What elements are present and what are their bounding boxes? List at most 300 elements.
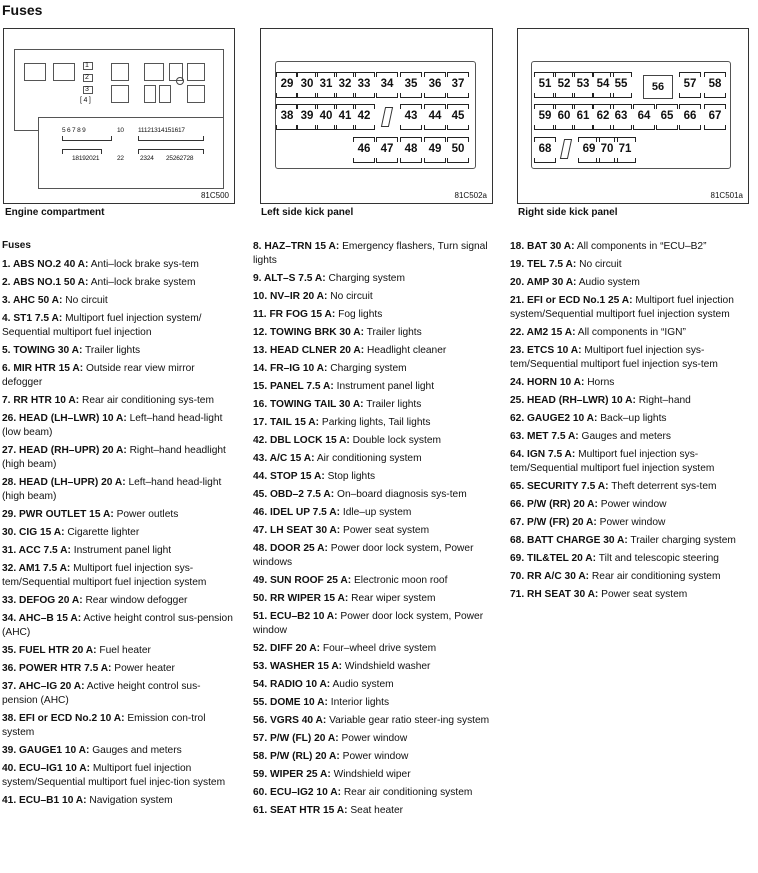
fuse-clip [400,137,422,142]
fuse-entry-description: Parking lights, Tail lights [321,417,431,428]
fuse-entry-description: Trailer lights [366,327,422,338]
fuse-entry-number: 17. [253,417,270,428]
fuse-number-29: 29 [280,78,294,90]
fuse-entry-number: 6. [2,363,14,374]
fuse-number-32: 32 [338,78,352,90]
fuse-entry [253,542,493,570]
fuse-row-23-24: 2324 [140,155,154,162]
fuse-clip [447,72,469,77]
fuse-entry-description: Instrument panel light [73,545,172,556]
fuse-entry-number: 64. [510,449,527,460]
fuse-entry-number: 31. [2,545,19,556]
fuse-entry [2,794,236,808]
fuse-entry [510,326,750,340]
fuse-entry-number: 40. [2,763,19,774]
fuse-entry-name: ECU–B2 10 A: [270,611,338,622]
fuse-entry-description: Headlight cleaner [367,345,447,356]
fuse-entry-description: Power seat system [343,525,430,536]
fuse-entry [510,294,750,322]
fuse-label-3: 3 [85,86,89,93]
fuse-entry [510,480,750,494]
fuse-clip-row [138,149,204,154]
fuse-entry-name: BAT 30 A: [527,241,575,252]
fuse-entry [253,380,493,394]
fuse-entry-name: HEAD CLNER 20 A: [270,345,365,356]
fuse-entry-description: Audio system [332,679,394,690]
fuse-number-52: 52 [557,78,571,90]
relay-box [111,85,129,103]
fuse-entry-name: ECU–IG2 10 A: [270,787,341,798]
fuse-entry-number: 71. [510,589,527,600]
fuse-number-63: 63 [614,110,628,122]
fuse-entry [2,712,236,740]
fuse-label-2: 2 [85,74,89,81]
fuse-entry [510,258,750,272]
fuse-entry-number: 12. [253,327,270,338]
fuse-entry-name: POWER HTR 7.5 A: [19,663,112,674]
fuse-entry-description: Power window [342,751,409,762]
fuse-entry [2,476,236,504]
fuse-entry [253,488,493,502]
fuse-entry-number: 53. [253,661,270,672]
fuse-entry-name: SEAT HTR 15 A: [270,805,348,816]
fuse-entry-number: 54. [253,679,270,690]
fuse-clip-row [62,136,112,141]
fuse-entry [253,416,493,430]
fuse-list-column-2 [253,240,493,822]
fuse-entry-number: 9. [253,273,264,284]
bolt-icon [176,77,184,85]
fuse-clip [400,104,422,109]
fuse-clip-row [138,136,204,141]
fuse-entry-name: IDEL UP 7.5 A: [270,507,341,518]
fuse-entry-number: 67. [510,517,527,528]
fuse-entry [2,544,236,558]
fuse-entry [2,294,236,308]
fuse-entry-name: AM1 7.5 A: [18,563,71,574]
fuse-entry-name: OBD–2 7.5 A: [270,489,335,500]
fuse-entry-name: ABS NO.1 50 A: [12,277,89,288]
fuse-entry [2,680,236,708]
relay-box [24,63,46,81]
fuse-clip [376,137,398,142]
relay-box [187,85,205,103]
fuse-entry-description: Fog lights [338,309,383,320]
fuse-entry-description: Four–wheel drive system [322,643,437,654]
fuse-entry-number: 44. [253,471,270,482]
relay-box [144,85,156,103]
fuses-heading: Fuses [2,240,31,251]
fuse-entry-name: HEAD (LH–LWR) 10 A: [19,413,127,424]
fuse-clip [353,93,375,98]
fuse-clip [679,93,701,98]
fuse-entry [253,768,493,782]
fuse-clip [534,158,556,163]
fuse-clip [376,158,398,163]
fuse-entry-number: 65. [510,481,527,492]
fuse-clip [276,72,298,77]
fuse-entry-name: TAIL 15 A: [270,417,320,428]
fuse-entry-name: ACC 7.5 A: [18,545,71,556]
fuse-entry-description: Multiport fuel injection sys-tem/Sequential multiport fuel injection system [510,449,715,474]
fuse-clip [679,125,701,130]
fuse-entry-name: RADIO 10 A: [270,679,331,690]
fuse-entry [2,258,236,272]
fuse-entry-description: Anti–lock brake system [90,277,196,288]
fuse-entry-description: Back–up lights [600,413,667,424]
fuse-number-43: 43 [404,110,418,122]
fuse-number-48: 48 [404,143,418,155]
fuse-entry-number: 41. [2,795,19,806]
fuse-clip [656,104,678,109]
fuse-number-40: 40 [319,110,333,122]
fuse-entry [510,534,750,548]
fuse-entry [510,430,750,444]
fuse-entry-name: WASHER 15 A: [270,661,343,672]
fuse-clip [424,158,446,163]
fuse-entry [2,444,236,472]
fuse-label-1: 1 [85,62,89,69]
fuse-entry-number: 36. [2,663,19,674]
fuse-entry-number: 20. [510,277,527,288]
fuse-entry [253,696,493,710]
fuse-entry-name: ABS NO.2 40 A: [12,259,89,270]
fuse-clip [704,93,726,98]
fuse-clip [704,104,726,109]
fuse-entry [2,612,236,640]
fuse-entry [510,570,750,584]
engine-caption: Engine compartment [5,207,105,218]
fuse-clip [572,93,594,98]
fuse-entry-number: 42. [253,435,270,446]
fuse-clip [704,72,726,77]
fuse-clip [424,72,446,77]
fuse-entry-name: FR–IG 10 A: [270,363,328,374]
fuse-entry-number: 37. [2,681,19,692]
fuse-entry-number: 48. [253,543,270,554]
fuse-number-34: 34 [380,78,394,90]
fuse-entry-name: RH SEAT 30 A: [527,589,599,600]
fuse-entry [253,732,493,746]
left-caption: Left side kick panel [261,207,354,218]
fuse-entry-number: 5. [2,345,14,356]
fuse-clip [353,125,375,130]
fuse-entry-number: 22. [510,327,527,338]
fuse-entry-name: PWR OUTLET 15 A: [19,509,114,520]
fuse-number-33: 33 [357,78,371,90]
fuse-entry-number: 1. [2,259,13,270]
fuse-entry-name: TOWING 30 A: [13,345,83,356]
left-diagram-code: 81C502a [454,191,487,200]
fuse-entry-number: 28. [2,477,19,488]
fuse-entry-number: 19. [510,259,527,270]
fuse-entry-name: ECU–B1 10 A: [19,795,87,806]
fuse-clip [276,125,298,130]
fuse-number-58: 58 [708,78,722,90]
fuse-entry-number: 2. [2,277,13,288]
fuse-entry-name: NV–IR 20 A: [270,291,328,302]
fuse-entry-name: GAUGE2 10 A: [527,413,598,424]
fuse-entry [253,326,493,340]
fuse-number-30: 30 [300,78,314,90]
relay-box [159,85,171,103]
fuse-entry-number: 16. [253,399,270,410]
fuse-number-59: 59 [538,110,552,122]
fuse-entry-description: Gauges and meters [92,745,182,756]
fuse-entry-name: VGRS 40 A: [270,715,327,726]
fuse-clip [614,137,636,142]
fuse-entry-description: On–board diagnosis sys-tem [337,489,467,500]
fuse-clip [400,93,422,98]
fuse-entry-number: 33. [2,595,19,606]
fuse-entry-description: Outside rear view mirror defogger [2,363,195,388]
fuse-entry-number: 60. [253,787,270,798]
fuse-entry-description: Rear window defogger [85,595,188,606]
fuse-entry-name: GAUGE1 10 A: [19,745,90,756]
fuse-entry-name: ALT–S 7.5 A: [263,273,326,284]
fuse-entry [2,744,236,758]
fuse-entry-description: Charging system [330,363,407,374]
fuse-entry-number: 51. [253,611,270,622]
fuse-number-37: 37 [451,78,465,90]
fuse-entry-description: Multiport fuel injection system/Sequential multiport fuel injection system [510,295,734,320]
fuse-entry [2,644,236,658]
fuse-entry-description: Emission con-trol system [2,713,206,738]
fuse-10: 10 [117,127,124,134]
fuse-entry-name: MET 7.5 A: [527,431,579,442]
fuse-entry [253,804,493,818]
fuse-number-53: 53 [576,78,590,90]
fuse-number-65: 65 [660,110,674,122]
fuse-clip [353,158,375,163]
fuse-entry-number: 59. [253,769,270,780]
fuse-entry [253,714,493,728]
fuse-entry-description: No circuit [330,291,373,302]
fuse-entry [253,470,493,484]
fuse-entry-description: Cigarette lighter [67,527,140,538]
fuse-entry-description: Variable gear ratio steer-ing system [329,715,490,726]
fuse-entry-name: RR WIPER 15 A: [270,593,349,604]
fuse-entry [510,376,750,390]
fuse-clip [353,104,375,109]
fuse-entry-description: Right–hand headlight (high beam) [2,445,226,470]
fuse-number-39: 39 [300,110,314,122]
fuse-entry-number: 61. [253,805,270,816]
fuse-entry-description: Electronic moon roof [353,575,448,586]
fuse-entry-name: HORN 10 A: [527,377,585,388]
fuse-number-62: 62 [596,110,610,122]
fuse-entry-name: SUN ROOF 25 A: [270,575,352,586]
fuse-entry-number: 15. [253,381,270,392]
fuse-entry-name: AMP 30 A: [526,277,577,288]
fuse-entry-description: Interior lights [330,697,390,708]
fuse-clip [656,125,678,130]
fuse-clip [400,158,422,163]
fuse-entry-number: 49. [253,575,270,586]
fuse-entry-name: HEAD (RH–UPR) 20 A: [19,445,127,456]
fuse-entry [253,506,493,520]
relay-box [144,63,164,81]
fuse-number-60: 60 [557,110,571,122]
fuse-clip [424,125,446,130]
fuse-entry-number: 38. [2,713,19,724]
fuse-entry-description: Windshield wiper [333,769,411,780]
fuse-number-69: 69 [582,143,596,155]
left-kick-panel-diagram [260,28,493,204]
fuse-22: 22 [117,155,124,162]
fuse-entry-description: Multiport fuel injection sys-tem/Sequential multiport fuel injection sys-tem [510,345,718,370]
fuse-entry-description: Air conditioning system [316,453,422,464]
fuse-clip [679,104,701,109]
fuse-entry [510,276,750,290]
fuse-entry-description: All components in “IGN” [577,327,686,338]
fuse-entry-number: 27. [2,445,19,456]
fuse-entry-number: 63. [510,431,527,442]
fuse-entry-number: 58. [253,751,270,762]
fuse-entry-name: TIL&TEL 20 A: [527,553,597,564]
fuse-entry-description: Charging system [328,273,405,284]
fuse-number-64: 64 [637,110,651,122]
fuse-entry-name: TEL 7.5 A: [527,259,577,270]
fuse-56: 56 [643,75,673,99]
fuse-entry-name: DBL LOCK 15 A: [270,435,350,446]
fuse-clip [633,104,655,109]
fuse-entry-description: No circuit [65,295,108,306]
fuse-entry-name: DOME 10 A: [270,697,328,708]
fuse-entry-description: Power window [599,517,666,528]
right-kick-panel-diagram [517,28,749,204]
fuse-entry [253,678,493,692]
fuse-entry [2,344,236,358]
fuse-entry-description: Power door lock system, Power windows [253,543,474,568]
fuse-entry-description: Rear air conditioning system [591,571,721,582]
fuse-entry-number: 26. [2,413,19,424]
fuse-entry-number: 43. [253,453,270,464]
fuse-list-column-3 [510,240,750,606]
fuse-entry [253,452,493,466]
fuse-clip [276,104,298,109]
fuse-entry [253,240,493,268]
fuse-clip [424,104,446,109]
fuse-entry-number: 39. [2,745,19,756]
fuse-clip [704,125,726,130]
fuse-entry-name: TOWING TAIL 30 A: [270,399,364,410]
fuse-entry [253,362,493,376]
fuse-entry-description: Power window [341,733,408,744]
fuse-entry [2,312,236,340]
fuse-entry-name: IGN 7.5 A: [527,449,576,460]
fuse-entry [253,750,493,764]
fuse-clip [633,125,655,130]
fuse-entry-name: BATT CHARGE 30 A: [527,535,628,546]
fuse-number-71: 71 [618,143,632,155]
fuse-entry-number: 45. [253,489,270,500]
fuse-entry-number: 30. [2,527,19,538]
fuse-number-57: 57 [683,78,697,90]
fuse-entry-description: All components in “ECU–B2” [576,241,707,252]
fuse-entry-description: No circuit [579,259,622,270]
fuse-entry-description: Windshield washer [344,661,431,672]
fuse-entry [253,610,493,638]
fuse-entry-description: Rear wiper system [351,593,436,604]
fuse-entry-description: Emergency flashers, Turn signal lights [253,241,488,266]
fuse-entry-description: Multiport fuel injection system/ Sequential multiport fuel injection [2,313,202,338]
fuse-entry-description: Rear air conditioning sys-tem [82,395,214,406]
fuse-entry-description: Navigation system [89,795,173,806]
fuse-entry-description: Left–hand head-light (low beam) [2,413,223,438]
fuse-clip [572,125,594,130]
relay-box [111,63,129,81]
fuse-entry-number: 62. [510,413,527,424]
fuse-clip [400,125,422,130]
fuse-entry-name: DOOR 25 A: [270,543,328,554]
fuse-entry [2,276,236,290]
fuse-entry [510,240,750,254]
fuse-number-61: 61 [576,110,590,122]
fuse-entry-description: Horns [587,377,615,388]
fuse-entry [253,344,493,358]
fuse-entry [253,290,493,304]
fuse-entry-name: P/W (FR) 20 A: [527,517,597,528]
fuse-entry-description: Tilt and telescopic steering [598,553,719,564]
right-diagram-code: 81C501a [710,191,743,200]
fuse-number-42: 42 [357,110,371,122]
fuse-entry-number: 35. [2,645,19,656]
fuse-entry [253,398,493,412]
fuse-entry-number: 3. [2,295,13,306]
fuse-clip [353,137,375,142]
fuse-entry-description: Power seat system [601,589,688,600]
fuse-entry-number: 11. [253,309,270,320]
fuse-entry-number: 46. [253,507,270,518]
fuse-entry-name: SECURITY 7.5 A: [527,481,609,492]
fuse-entry-name: HEAD (LH–UPR) 20 A: [19,477,126,488]
fuse-entry [253,308,493,322]
fuse-entry-number: 10. [253,291,270,302]
fuse-entry-name: CIG 15 A: [19,527,65,538]
fuse-entry-description: Multiport fuel injection sys-tem/Sequential multiport fuel injection system [2,563,207,588]
fuse-entry-description: Left–hand head-light (high beam) [2,477,222,502]
fuse-entry [2,394,236,408]
fuse-entry-number: 18. [510,241,527,252]
fuse-entry [510,344,750,372]
fuse-number-70: 70 [600,143,614,155]
fuse-entry-name: HAZ–TRN 15 A: [264,241,340,252]
fuse-entry-description: Double lock system [352,435,441,446]
fuse-entry [2,412,236,440]
fuse-number-55: 55 [614,78,628,90]
fuse-clip [447,104,469,109]
fuse-row-25-28: 25262728 [166,155,194,162]
fuse-entry-description: Active height control sus-pension (AHC) [2,681,201,706]
fuse-number-46: 46 [357,143,371,155]
fuse-clip [610,104,632,109]
fuse-number-68: 68 [538,143,552,155]
fuse-number-67: 67 [708,110,722,122]
fuse-entry-description: Theft deterrent sys-tem [611,481,717,492]
fuse-clip [534,137,556,142]
fuse-entry [2,508,236,522]
fuse-entry-description: Trailer lights [366,399,422,410]
fuse-entry-description: Idle–up system [342,507,412,518]
engine-diagram-code: 81C500 [200,191,229,200]
fuse-entry-number: 52. [253,643,270,654]
fuse-entry-name: ETCS 10 A: [527,345,582,356]
fuse-entry-name: PANEL 7.5 A: [270,381,334,392]
fuse-entry-name: P/W (RL) 20 A: [270,751,340,762]
fuse-entry-description: Right–hand [638,395,691,406]
fuse-entry-number: 34. [2,613,19,624]
